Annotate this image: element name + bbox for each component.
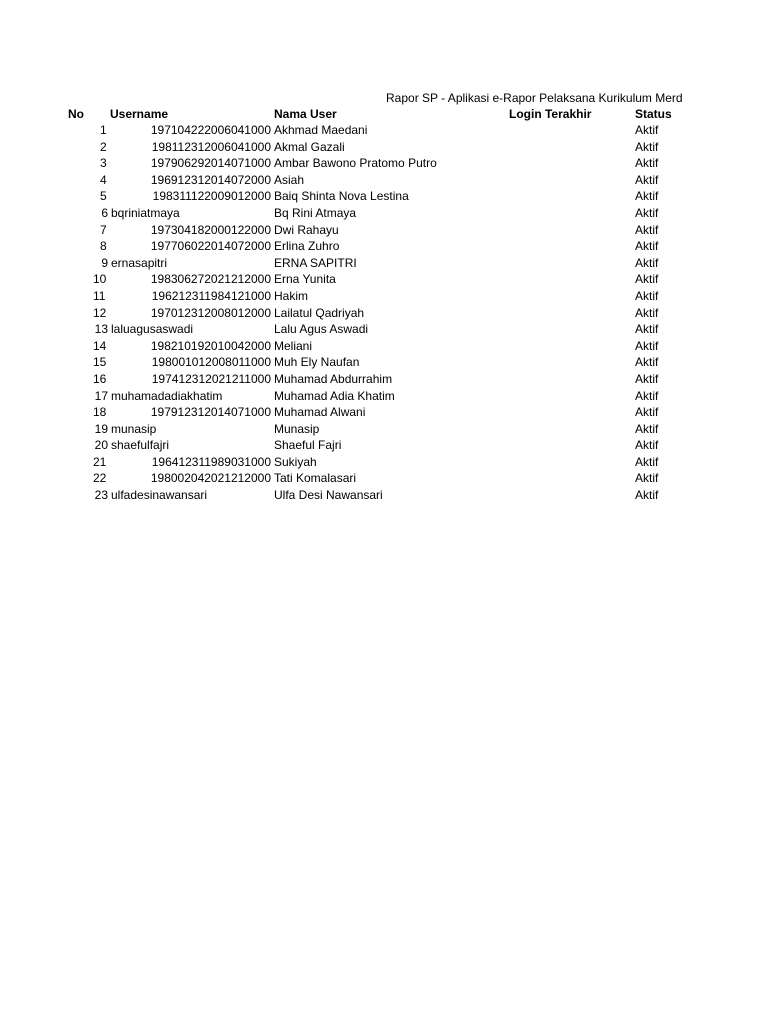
cell-username: 198210192010042000 <box>150 338 271 353</box>
cell-nama-user: Asiah <box>274 172 305 187</box>
cell-username: 198306272021212000 <box>150 272 271 287</box>
cell-no: 20 <box>94 438 108 453</box>
cell-username: ulfadesinawansari <box>111 488 208 503</box>
table-row <box>0 173 768 190</box>
table-row <box>0 389 768 406</box>
cell-nama-user: Muhamad Adia Khatim <box>274 388 395 403</box>
cell-nama-user: Akhmad Maedani <box>274 123 368 137</box>
cell-status: Aktif <box>635 371 659 386</box>
table-row <box>0 189 768 206</box>
cell-no: 11 <box>93 288 106 303</box>
cell-nama-user: Muhamad Abdurrahim <box>274 371 393 386</box>
cell-username: 198002042021212000 <box>150 471 271 486</box>
cell-no: 21 <box>93 454 107 469</box>
cell-username: 197912312014071000 <box>150 405 271 420</box>
cell-nama-user: Sukiyah <box>274 454 317 469</box>
cell-username: 198112312006041000 <box>151 139 271 154</box>
table-row <box>0 256 768 273</box>
cell-status: Aktif <box>635 288 659 303</box>
cell-status: Aktif <box>635 405 659 420</box>
cell-nama-user: Akmal Gazali <box>274 139 345 154</box>
cell-username: 196412311989031000 <box>151 454 271 469</box>
table-row <box>0 422 768 439</box>
cell-username: bqriniatmaya <box>111 205 180 220</box>
table-row <box>0 272 768 289</box>
table-row <box>0 156 768 173</box>
cell-username: 197104222006041000 <box>150 123 271 137</box>
cell-no: 1 <box>100 123 107 137</box>
cell-no: 5 <box>100 189 107 204</box>
cell-status: Aktif <box>635 322 659 337</box>
cell-status: Aktif <box>635 305 659 320</box>
cell-status: Aktif <box>635 338 659 353</box>
cell-nama-user: Muhamad Alwani <box>274 405 366 420</box>
cell-no: 19 <box>94 421 108 436</box>
table-row <box>0 239 768 256</box>
cell-nama-user: Lalu Agus Aswadi <box>274 322 369 337</box>
table-row <box>0 140 768 157</box>
cell-nama-user: Munasip <box>274 421 320 436</box>
cell-no: 6 <box>101 205 108 220</box>
cell-no: 12 <box>93 305 107 320</box>
cell-username: 196912312014072000 <box>150 172 271 187</box>
cell-status: Aktif <box>635 421 659 436</box>
cell-no: 4 <box>100 172 107 187</box>
cell-status: Aktif <box>635 222 659 237</box>
cell-no: 15 <box>93 355 107 370</box>
cell-nama-user: Erna Yunita <box>274 272 336 287</box>
table-header-row <box>0 106 768 122</box>
cell-no: 10 <box>93 272 107 287</box>
cell-username: munasip <box>111 421 157 436</box>
cell-no: 8 <box>100 239 107 254</box>
cell-status: Aktif <box>635 156 659 171</box>
cell-no: 9 <box>101 255 108 270</box>
cell-status: Aktif <box>635 139 659 154</box>
cell-status: Aktif <box>635 471 659 486</box>
header-status: Status <box>635 107 672 121</box>
cell-no: 7 <box>100 222 107 237</box>
cell-no: 13 <box>94 322 108 337</box>
cell-nama-user: Ulfa Desi Nawansari <box>274 488 383 503</box>
cell-status: Aktif <box>635 205 659 220</box>
cell-status: Aktif <box>635 172 659 187</box>
cell-status: Aktif <box>635 255 659 270</box>
cell-username: 197706022014072000 <box>150 239 271 254</box>
table-row <box>0 306 768 323</box>
table-row <box>0 123 768 140</box>
table-body <box>0 123 768 505</box>
cell-no: 23 <box>94 488 108 503</box>
cell-nama-user: Muh Ely Naufan <box>274 355 360 370</box>
cell-username: ernasapitri <box>111 255 168 270</box>
header-login-terakhir: Login Terakhir <box>509 107 592 121</box>
cell-status: Aktif <box>635 272 659 287</box>
cell-no: 2 <box>100 139 107 154</box>
cell-username: 197304182000122000 <box>150 222 271 237</box>
cell-username: 198311122009012000 <box>152 189 271 204</box>
report-title: Rapor SP - Aplikasi e-Rapor Pelaksana Kurikulum Merd <box>386 91 683 105</box>
cell-no: 14 <box>93 338 107 353</box>
table-row <box>0 488 768 505</box>
cell-nama-user: Meliani <box>274 338 313 353</box>
table-row <box>0 289 768 306</box>
table-row <box>0 438 768 455</box>
header-nama-user: Nama User <box>274 107 337 121</box>
cell-status: Aktif <box>635 438 659 453</box>
cell-nama-user: Baiq Shinta Nova Lestina <box>274 189 409 204</box>
cell-nama-user: Shaeful Fajri <box>274 438 342 453</box>
cell-nama-user: Tati Komalasari <box>274 471 357 486</box>
cell-status: Aktif <box>635 388 659 403</box>
cell-status: Aktif <box>635 189 659 204</box>
cell-username: 197906292014071000 <box>150 156 271 171</box>
cell-nama-user: Ambar Bawono Pratomo Putro <box>274 156 437 171</box>
header-username: Username <box>110 107 169 121</box>
cell-no: 16 <box>93 371 107 386</box>
cell-no: 18 <box>93 405 107 420</box>
cell-nama-user: ERNA SAPITRI <box>274 255 357 270</box>
cell-username: 197412312021211000 <box>151 371 271 386</box>
header-no: No <box>68 107 84 121</box>
cell-no: 3 <box>100 156 107 171</box>
cell-nama-user: Hakim <box>274 288 309 303</box>
table-row <box>0 206 768 223</box>
cell-status: Aktif <box>635 488 659 503</box>
cell-nama-user: Dwi Rahayu <box>274 222 339 237</box>
cell-username: 197012312008012000 <box>150 305 271 320</box>
table-row <box>0 471 768 488</box>
cell-nama-user: Erlina Zuhro <box>274 239 340 254</box>
cell-nama-user: Lailatul Qadriyah <box>274 305 365 320</box>
cell-status: Aktif <box>635 239 659 254</box>
cell-status: Aktif <box>635 454 659 469</box>
cell-nama-user: Bq Rini Atmaya <box>274 205 357 220</box>
cell-no: 17 <box>94 388 108 403</box>
table-row <box>0 405 768 422</box>
cell-username: laluagusaswadi <box>111 322 194 337</box>
table-row <box>0 223 768 240</box>
table-row <box>0 372 768 389</box>
cell-status: Aktif <box>635 123 659 137</box>
cell-no: 22 <box>93 471 107 486</box>
table-row <box>0 355 768 372</box>
table-row <box>0 339 768 356</box>
cell-username: muhamadadiakhatim <box>111 388 223 403</box>
cell-username: shaefulfajri <box>111 438 170 453</box>
cell-username: 198001012008011000 <box>151 355 271 370</box>
cell-status: Aktif <box>635 355 659 370</box>
table-row <box>0 322 768 339</box>
table-row <box>0 455 768 472</box>
cell-username: 196212311984121000 <box>151 288 271 303</box>
